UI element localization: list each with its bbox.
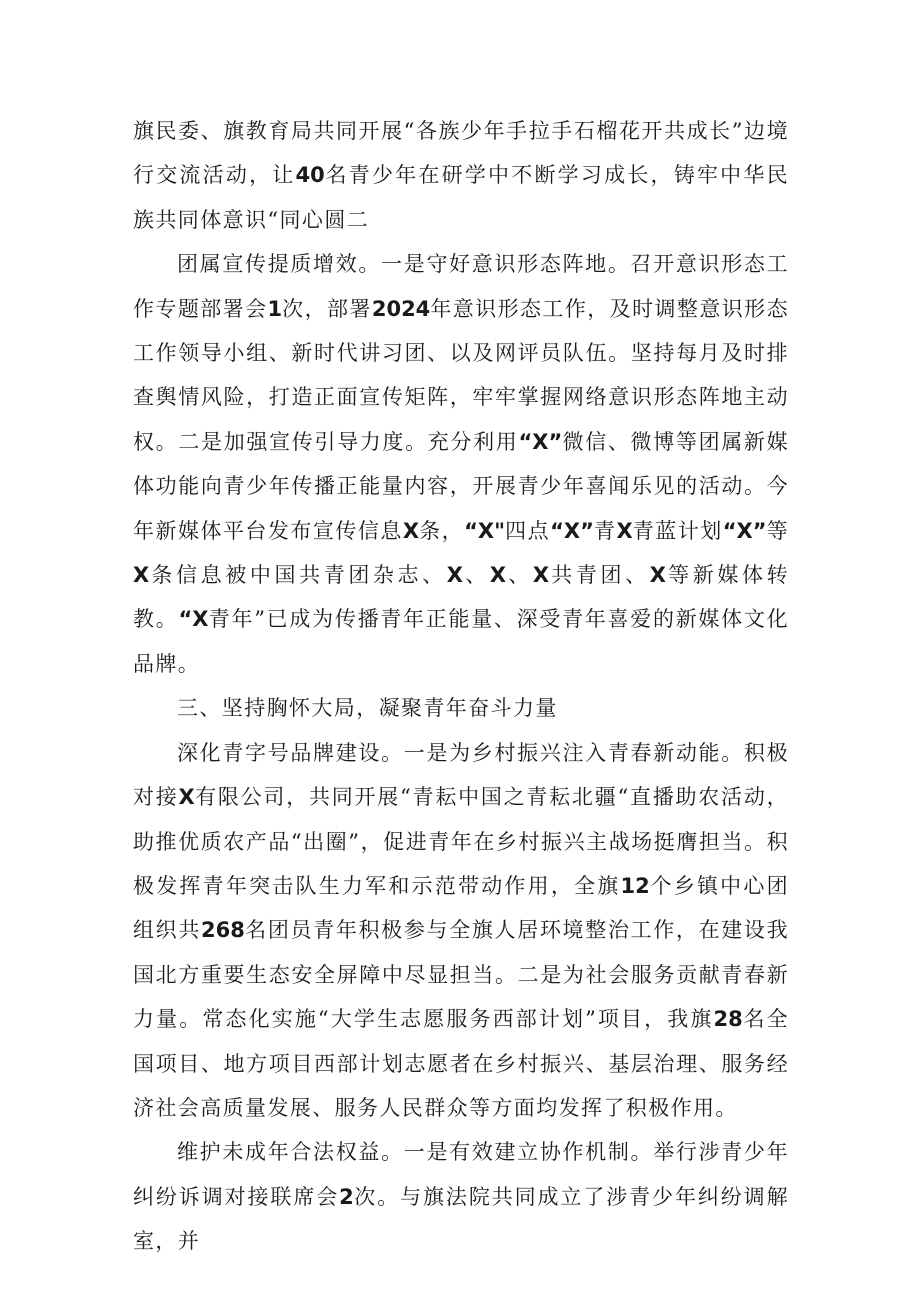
text-run: 次，部署 [282,296,372,321]
text-run: 四点 [505,518,551,543]
text-run: 、 [506,563,533,588]
body-text [133,109,789,1264]
bold-number: “X" [464,518,506,543]
bold-number: “X” [722,518,767,543]
bold-number: X [649,563,666,588]
bold-number: 268 [201,918,245,943]
bold-number: 2 [339,1184,354,1209]
text-run: 青年”已成为传播青年正能量、深受青年喜爱的新媒体文化品牌。 [133,607,789,676]
bold-number: X [402,518,420,543]
paragraph-publicity [133,242,789,686]
paragraph-continuation [133,109,789,242]
bold-number: X [133,563,150,588]
paragraph-youth-brand [133,731,789,1131]
bold-number: X [616,518,633,543]
bold-number: X [489,563,507,588]
text-run: 微信、微博等团属新媒体功能向青少年传播正能量内容，开展青少年喜闻乐见的活动。今年新媒体平台发布宣传信息 [133,429,789,543]
bold-number: X [446,563,463,588]
text-run: 个乡镇中心团组织共 [133,873,789,943]
text-run: 、 [462,563,490,588]
text-run: 共青团、 [549,563,650,588]
bold-number: 40 [295,163,325,188]
paragraph-minor-rights [133,1130,789,1263]
text-run: 条， [419,518,465,543]
text-run: 团属宣传提质增效。一是守好意识形态阵地。召开意识形态工作专题部署会 [133,252,789,321]
text-run: 青 [593,518,617,543]
text-run: 名团员青年积极参与全旗人居环境整治工作，在建设我国北方重要生态安全屏障中尽显担当。二是为社会服务贡献青春新力量。常态化实施“大学生志愿服务西部计划”项目，我旗 [133,918,790,1032]
bold-number: 12 [620,873,650,898]
text-run: 青蓝计划 [632,518,723,543]
text-run: 维护未成年合法权益。一是有效建立协作机制。举行涉青少年纠纷诉调对接联席会 [133,1140,789,1209]
text-run: 条信息被中国共青团杂志、 [149,563,447,588]
section-heading-3 [133,686,789,730]
text-run: 等 [766,518,789,543]
text-run: 有限公司，共同开展“青耘中国之青耘北疆“直播助农活动，助推优质农产品“出圈”，促进青年在乡村振兴主战场挺膺担当。积极发挥青年突击队生力军和示范带动作用，全旗 [133,785,789,898]
bold-number: X [178,785,195,810]
text-run: 名全国项目、地方项目西部计划志愿者在乡村振兴、基层治理、服务经济社会高质量发展、服务人民群众等方面均发挥了积极作用。 [133,1007,789,1120]
bold-number: 28 [713,1007,743,1032]
text-run: 旗民委、旗教育局共同开展“各族少年手拉手石榴花开共成长”边境行交流活动，让 [133,119,789,188]
bold-number: 2024 [371,296,431,321]
bold-number: “X [178,607,209,632]
bold-number: “X” [550,518,594,543]
bold-number: X [532,563,550,588]
bold-number: 1 [267,296,283,321]
text-run: 三、坚持胸怀大局，凝聚青年奋斗力量 [177,696,558,721]
bold-number: “X” [518,429,563,454]
text-run: 名青少年在研学中不断学习成长，铸牢中华民族共同体意识“同心圆二 [133,163,789,232]
text-run: 年意识形态工作，及时调整意识形态工作领导小组、新时代讲习团、以及网评员队伍。坚持每月及时排查舆情风险，打造正面宣传矩阵，牢牢掌握网络意识形态阵地主动权。二是加强宣传引导力度。充分利用 [133,296,789,454]
text-run: 次。与旗法院共同成立了涉青少年纠纷调解室，并 [133,1184,789,1254]
text-run: 等新媒体转教。 [133,563,789,632]
text-run: 深化青字号品牌建设。一是为乡村振兴注入青春新动能。积极对接 [133,740,789,810]
